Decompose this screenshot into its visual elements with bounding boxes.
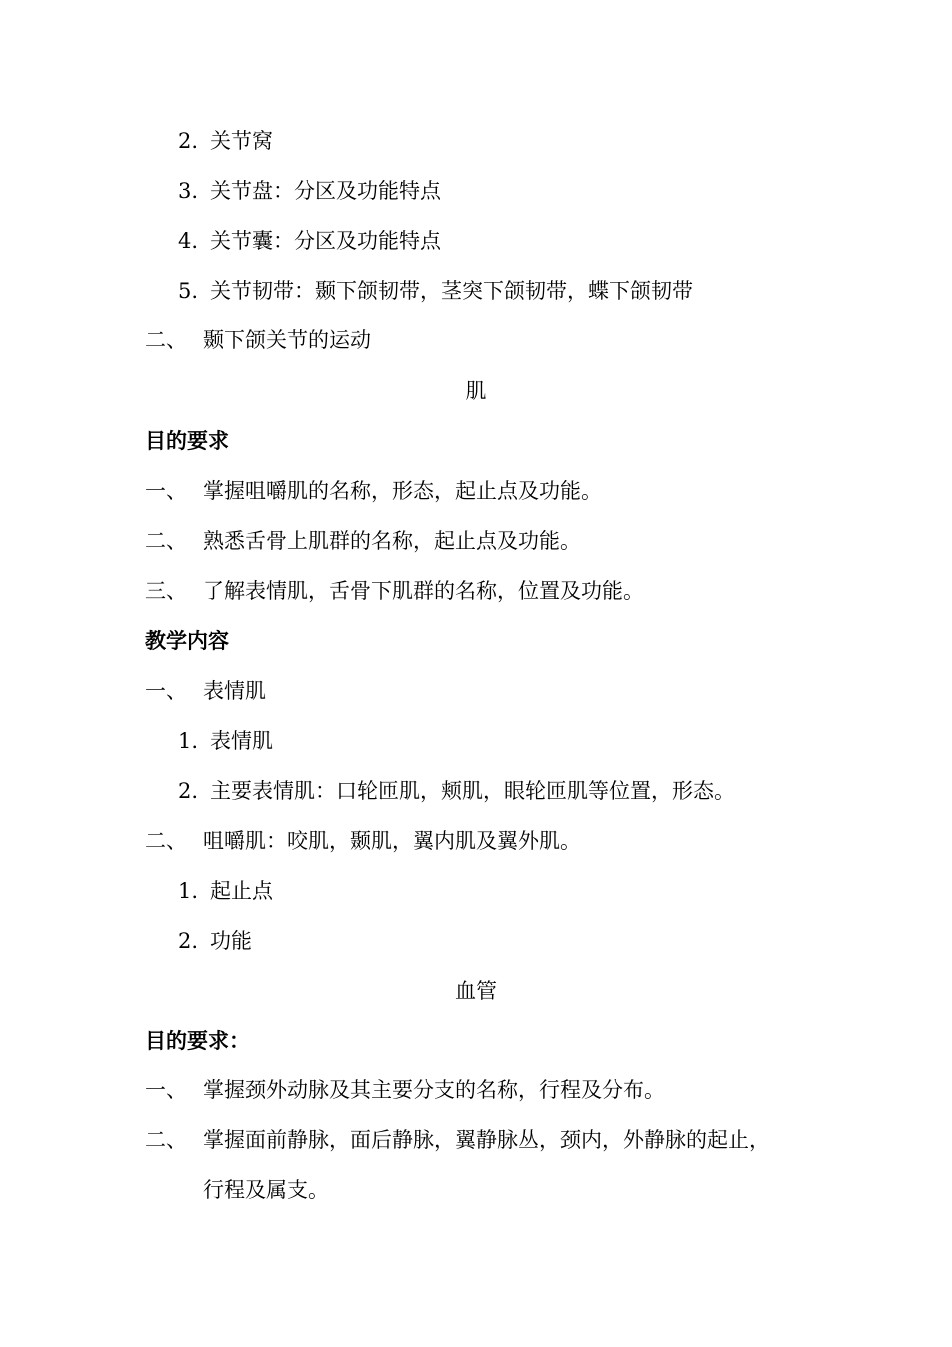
list-item-text: 咀嚼肌：咬肌，颞肌，翼内肌及翼外肌。 [203, 829, 581, 853]
list-item [178, 178, 441, 204]
list-item-text: 掌握咀嚼肌的名称，形态，起止点及功能。 [203, 479, 602, 503]
list-item-number: 一、 [145, 679, 187, 703]
section-heading: 教学内容 [145, 628, 229, 653]
list-item-number: 1. [178, 729, 199, 753]
list-item [145, 828, 581, 854]
list-item [145, 528, 581, 554]
list-item [178, 278, 693, 304]
list-item-text: 表情肌 [210, 729, 273, 753]
list-item [178, 228, 441, 254]
list-item-number: 2. [178, 929, 199, 953]
list-item [145, 578, 644, 604]
section-heading: 目的要求： [145, 1028, 250, 1053]
list-item [145, 1127, 770, 1153]
list-item [178, 128, 273, 154]
list-item-text: 颞下颌关节的运动 [203, 328, 371, 352]
list-item-text: 了解表情肌，舌骨下肌群的名称，位置及功能。 [203, 579, 644, 603]
list-item [145, 478, 602, 504]
section-title: 肌 [465, 379, 487, 403]
list-item-text: 功能 [210, 929, 252, 953]
list-item-text: 熟悉舌骨上肌群的名称，起止点及功能。 [203, 529, 581, 553]
list-item-text: 掌握面前静脉，面后静脉，翼静脉丛，颈内，外静脉的起止， [203, 1128, 770, 1152]
list-item-text: 起止点 [210, 879, 273, 903]
list-item-number: 二、 [145, 328, 187, 352]
list-item-number: 3. [178, 179, 199, 203]
list-item-number: 一、 [145, 479, 187, 503]
list-item-number: 5. [178, 279, 199, 303]
list-item-text: 主要表情肌：口轮匝肌，颊肌，眼轮匝肌等位置，形态。 [210, 779, 735, 803]
list-item [178, 878, 273, 904]
list-item-number: 一、 [145, 1078, 187, 1102]
list-item [178, 778, 735, 804]
list-item-text: 表情肌 [203, 679, 266, 703]
list-item [178, 928, 252, 954]
list-item-number: 2. [178, 779, 199, 803]
list-item-number: 4. [178, 229, 199, 253]
list-item-text: 掌握颈外动脉及其主要分支的名称，行程及分布。 [203, 1078, 665, 1102]
list-item [178, 728, 273, 754]
list-item-text: 关节窝 [210, 129, 273, 153]
list-item-number: 二、 [145, 529, 187, 553]
list-item-number: 1. [178, 879, 199, 903]
list-item-text: 关节囊：分区及功能特点 [210, 229, 441, 253]
list-item-number: 二、 [145, 829, 187, 853]
section-heading: 目的要求 [145, 428, 229, 453]
list-item-text: 关节韧带：颞下颌韧带，茎突下颌韧带，蝶下颌韧带 [210, 279, 693, 303]
section-title: 血管 [455, 979, 497, 1003]
list-item-number: 二、 [145, 1128, 187, 1152]
list-item-continuation: 行程及属支。 [203, 1178, 329, 1202]
list-item-number: 2. [178, 129, 199, 153]
list-item [145, 1077, 665, 1103]
list-item [145, 678, 266, 704]
list-item-text: 关节盘：分区及功能特点 [210, 179, 441, 203]
list-item-number: 三、 [145, 579, 187, 603]
list-item [145, 327, 371, 353]
